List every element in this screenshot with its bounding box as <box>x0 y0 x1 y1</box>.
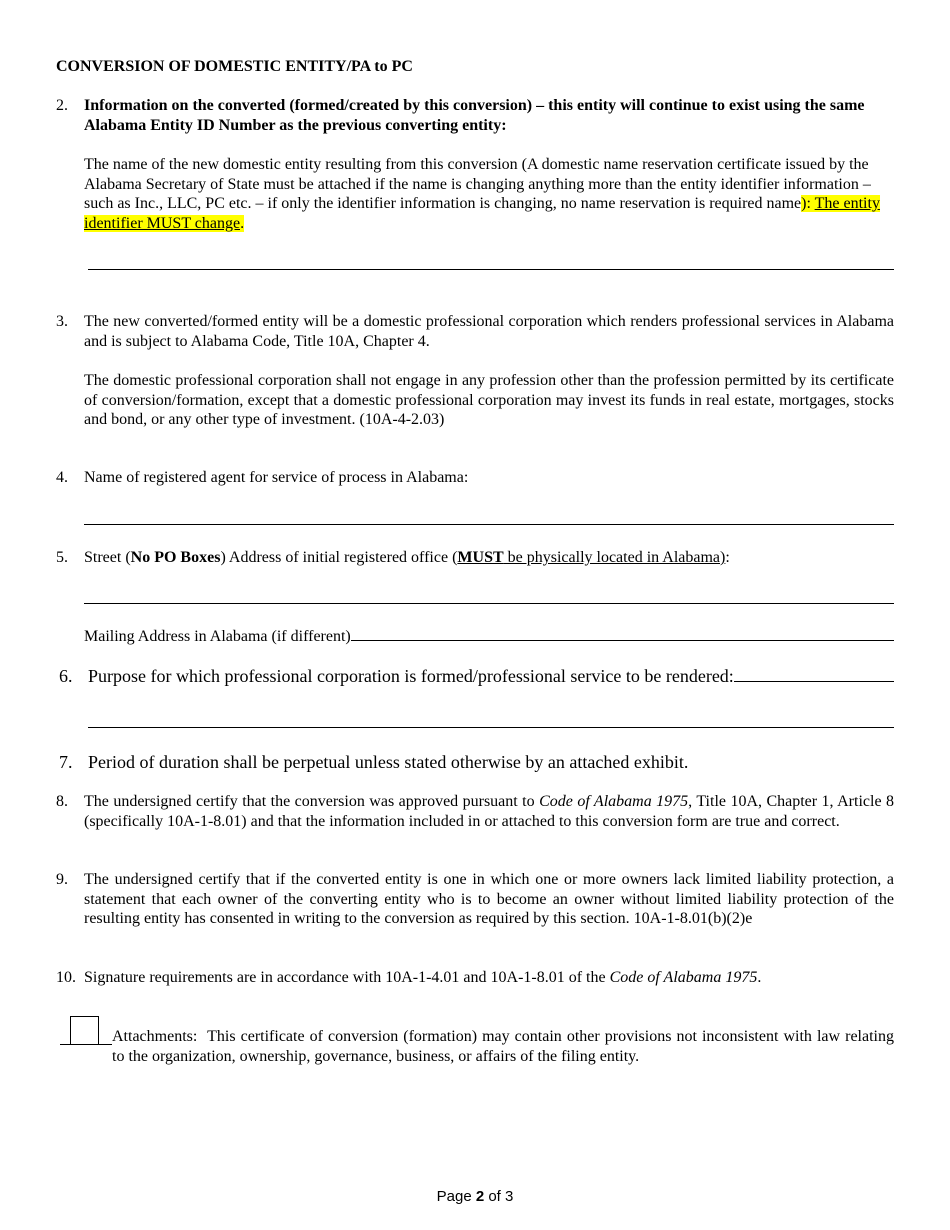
item-10-number: 10. <box>56 969 76 986</box>
item-10-text <box>84 968 761 988</box>
attachments-label: Attachments: <box>112 1028 198 1045</box>
purpose-field-inline[interactable] <box>734 665 894 682</box>
registered-agent-field[interactable] <box>84 524 894 525</box>
attachments-text <box>112 1027 898 1066</box>
item-5-label-must: MUST <box>457 549 504 566</box>
footer-total-pages: 3 <box>505 1188 514 1205</box>
footer-current-page: 2 <box>475 1188 485 1205</box>
item-5-label-end: : <box>725 549 730 566</box>
item-6-row <box>88 665 894 687</box>
purpose-field[interactable] <box>88 727 894 728</box>
mailing-address-label: Mailing Address in Alabama (if different) <box>84 628 351 645</box>
item-8-text <box>84 792 894 831</box>
item-3-number: 3. <box>56 313 68 330</box>
item-2-entity-name-field[interactable] <box>88 269 894 270</box>
item-5-label-bold: No PO Boxes <box>130 549 221 566</box>
item-2-paragraph <box>84 155 894 233</box>
attachments-body: This certificate of conversion (formation) may contain other provisions not inconsistent with law relating to the organization, ownership, governance, business, or affairs of the filing entity. <box>112 1028 898 1065</box>
item-2-highlight-end: . <box>240 214 245 232</box>
attachments-checkbox[interactable] <box>70 1016 99 1045</box>
item-2-paragraph-text: The name of the new domestic entity resulting from this conversion (A domestic name reservation certificate issued by the Alabama Secretary of State must be attached if the name is changing anything more than the entity identifier information – such as Inc., LLC, PC etc. – if only the identifier information is changing, no name reservation is required name <box>84 156 871 212</box>
item-5-label-underlined: be physically located in Alabama) <box>503 549 726 566</box>
document-title: CONVERSION OF DOMESTIC ENTITY/PA to PC <box>56 58 413 75</box>
item-3-paragraph-1: The new converted/formed entity will be a domestic professional corporation which renders professional services in Alabama and is subject to Alabama Code, Title 10A, Chapter 4. <box>84 313 894 350</box>
item-8-text-start: The undersigned certify that the conversion was approved pursuant to <box>84 793 540 810</box>
item-8-text-italic: Code of Alabama 1975 <box>539 793 689 810</box>
footer-of-word: of <box>484 1188 506 1205</box>
item-7-label: Period of duration shall be perpetual unless stated otherwise by an attached exhibit. <box>88 752 689 772</box>
item-2-heading: Information on the converted (formed/created by this conversion) – this entity will continue to exist using the same Alabama Entity ID Number as the previous converting entity: <box>84 97 865 134</box>
item-5-label-start: Street ( <box>84 549 131 566</box>
item-9-text: The undersigned certify that if the converted entity is one in which one or more owners lack limited liability protection, a statement that each owner of the converting entity who is to become an owner without limited liability protection of the resulting entity has consented in writing to the conversion as required by this section. 10A-1-8.01(b)(2)e <box>84 871 894 927</box>
item-3-paragraph-2: The domestic professional corporation shall not engage in any profession other than the profession permitted by its certificate of conversion/formation, except that a domestic professional corporation may invest its funds in real estate, mortgages, stocks and bond, or any other type of investment. (10A-4-2.03) <box>84 372 894 428</box>
item-8-number: 8. <box>56 793 68 810</box>
item-7-number: 7. <box>59 752 73 772</box>
mailing-address-field[interactable] <box>351 626 894 641</box>
item-6-label: Purpose for which professional corporation is formed/professional service to be rendered: <box>88 666 734 686</box>
street-address-field[interactable] <box>84 603 894 604</box>
item-4-number: 4. <box>56 469 68 486</box>
item-8-text-end: , Title 10A, Chapter 1, Article 8 (specifically 10A-1-8.01) and that the information included in or attached to this conversion form are true and correct. <box>84 793 895 830</box>
footer-page-word: Page <box>436 1188 476 1205</box>
item-10-text-start: Signature requirements are in accordance with 10A-1-4.01 and 10A-1-8.01 of the <box>84 969 610 986</box>
mailing-address-row <box>84 626 894 647</box>
item-10-text-italic: Code of Alabama 1975 <box>609 969 758 986</box>
item-6-number: 6. <box>59 666 73 686</box>
item-2-highlight-underlined: The entity identifier MUST change <box>84 195 880 232</box>
item-5-number: 5. <box>56 549 68 566</box>
item-9-number: 9. <box>56 871 68 888</box>
item-5-label <box>84 548 730 568</box>
item-4-label: Name of registered agent for service of process in Alabama: <box>84 469 469 486</box>
item-2-number: 2. <box>56 97 68 114</box>
page-footer <box>0 1188 950 1205</box>
item-5-label-mid: ) Address of initial registered office ( <box>220 549 458 566</box>
item-2-highlight-prefix: ): <box>801 195 815 212</box>
item-10-text-end: . <box>757 969 762 986</box>
